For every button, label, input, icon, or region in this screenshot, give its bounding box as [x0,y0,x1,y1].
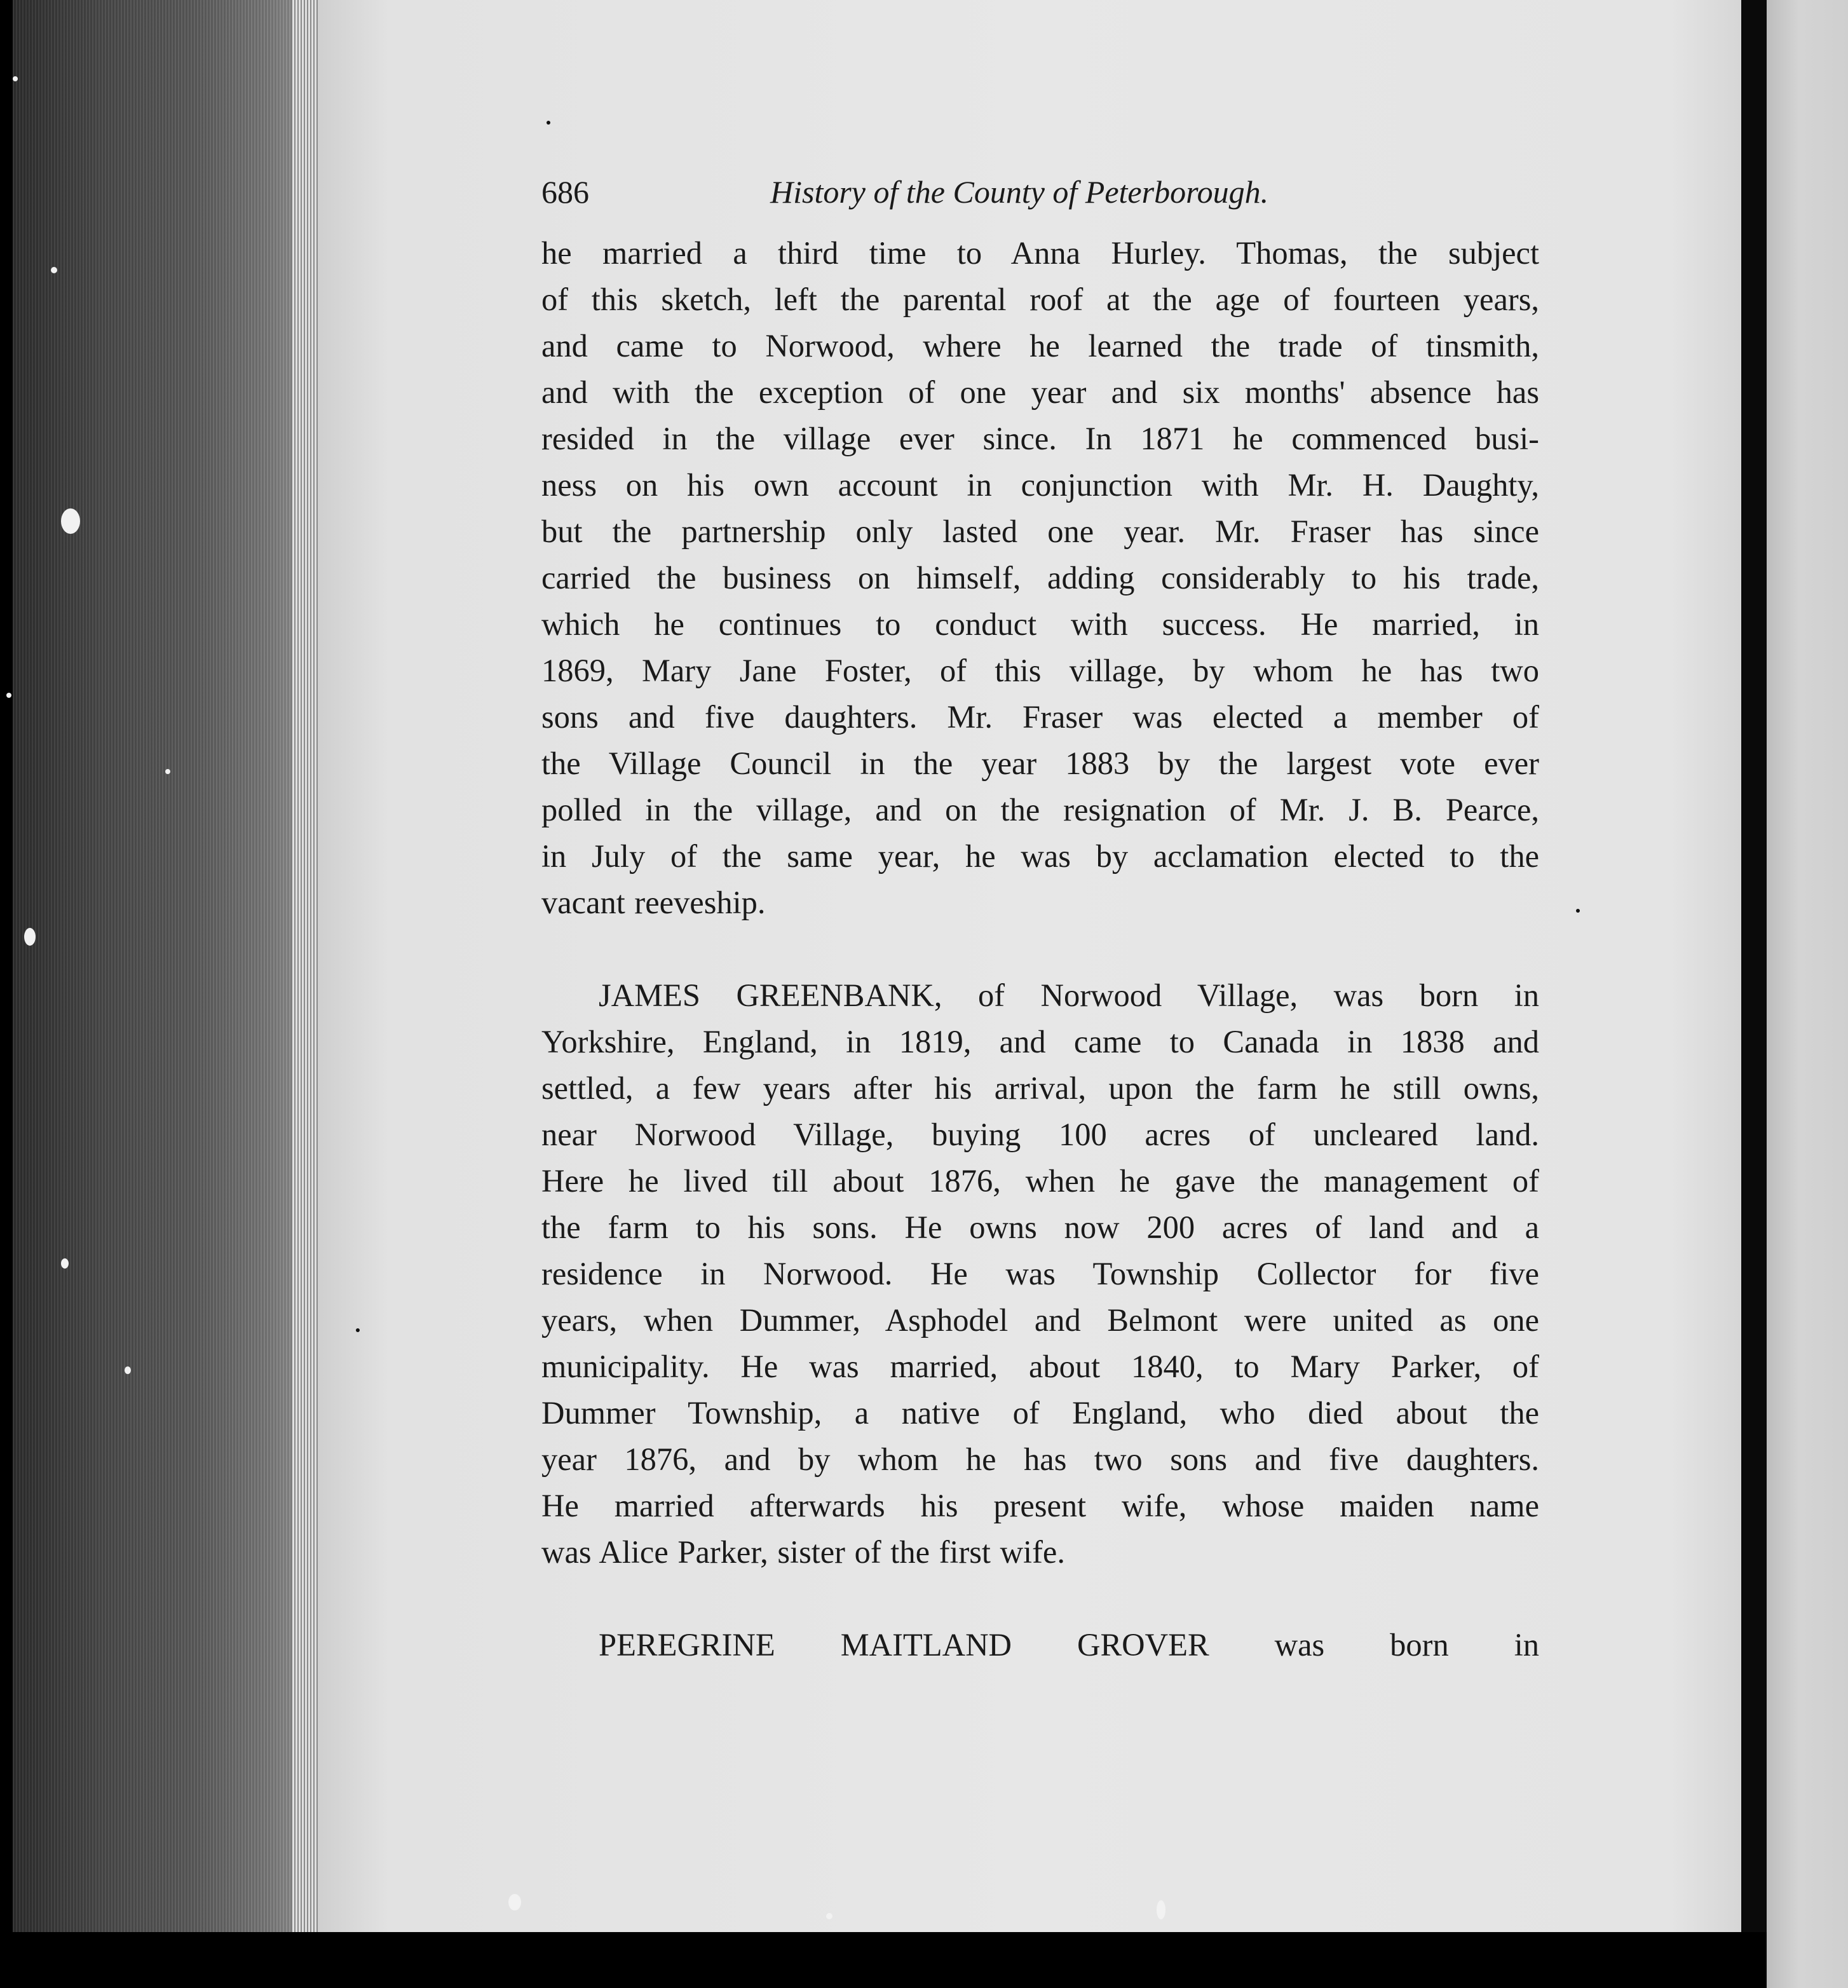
scan-speck [1157,1900,1165,1919]
text-line: was Alice Parker, sister of the first wife. [541,1534,1065,1570]
scan-speck [125,1366,131,1374]
bottom-shadow [0,1932,1767,1988]
text-line: year 1876, and by whom he has two sons and five daughters. [541,1441,1539,1477]
text-line: and came to Norwood, where he learned the trade of tinsmith, [541,328,1539,364]
text-line: settled, a few years after his arrival, upon the farm he still owns, [541,1070,1539,1106]
scan-speck [1576,909,1580,913]
text-line: which he continues to conduct with success. He married, in [541,606,1539,642]
text-line: he married a third time to Anna Hurley. Thomas, the subject [541,235,1539,271]
text-line: He married afterwards his present wife, whose maiden name [541,1488,1539,1523]
text-line: sons and five daughters. Mr. Fraser was elected a member of [541,699,1539,735]
running-title: History of the County of Peterborough. [770,174,1269,210]
book-page-stack [13,0,311,1945]
page-header [541,167,1539,217]
paragraph-fraser [541,230,1539,926]
scan-speck [508,1894,521,1910]
scan-speck [61,508,80,534]
text-line: years, when Dummer, Asphodel and Belmont were united as one [541,1302,1539,1338]
text-line: resided in the village ever since. In 1871 he commenced busi- [541,421,1539,456]
text-line: of this sketch, left the parental roof at the age of fourteen years, [541,282,1539,317]
text-line: Here he lived till about 1876, when he gave the management of [541,1163,1539,1199]
text-line: polled in the village, and on the resignation of Mr. J. B. Pearce, [541,792,1539,827]
text-line: Dummer Township, a native of England, who died about the [541,1395,1539,1431]
text-line: the farm to his sons. He owns now 200 acres of land and a [541,1209,1539,1245]
text-line: carried the business on himself, adding considerably to his trade, [541,560,1539,596]
scan-speck [165,769,170,774]
page-number: 686 [541,174,589,210]
text-line: but the partnership only lasted one year. Mr. Fraser has since [541,514,1539,549]
scan-speck [547,121,550,125]
text-line: municipality. He was married, about 1840, to Mary Parker, of [541,1349,1539,1384]
scan-speck [51,267,57,273]
paragraph-grover [541,1622,1539,1668]
scan-speck [61,1258,69,1269]
text-line: JAMES GREENBANK, of Norwood Village, was born in [599,977,1539,1013]
text-line: PEREGRINE MAITLAND GROVER was born in [599,1627,1539,1663]
scan-speck [826,1913,832,1919]
scan-speck [6,693,11,698]
text-line: near Norwood Village, buying 100 acres of uncleared land. [541,1117,1539,1152]
page-edges [292,0,318,1945]
scan-speck [13,76,18,81]
scan-speck [356,1328,360,1332]
scan-speck [24,928,36,946]
text-line: 1869, Mary Jane Foster, of this village, by whom he has two [541,653,1539,688]
text-line: ness on his own account in conjunction with Mr. H. Daughty, [541,467,1539,503]
text-line: Yorkshire, England, in 1819, and came to Canada in 1838 and [541,1024,1539,1059]
text-line: residence in Norwood. He was Township Collector for five [541,1256,1539,1291]
paragraph-greenbank [541,972,1539,1576]
text-line: vacant reeveship. [541,885,766,920]
text-line: and with the exception of one year and six months' absence has [541,374,1539,410]
facing-page-edge [1767,0,1848,1988]
text-line: in July of the same year, he was by acclamation elected to the [541,838,1539,874]
page-content [541,167,1539,1668]
gutter-shadow [1741,0,1767,1957]
text-line: the Village Council in the year 1883 by the largest vote ever [541,746,1539,781]
